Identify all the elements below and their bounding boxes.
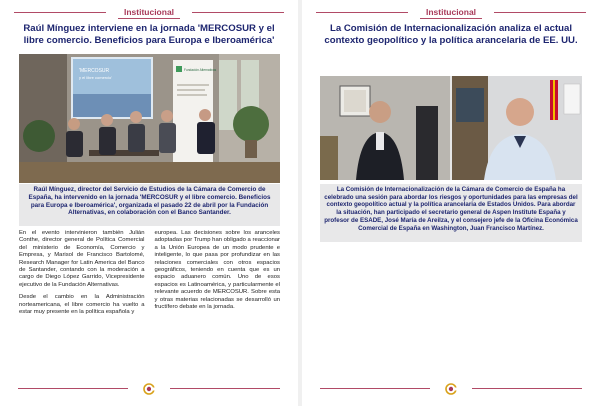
photo-caption: La Comisión de Internacionalización de la Cámara de Comercio de España ha celebrado una sesión para abordar los riesgos y oportunidades para las empresas del contexto geopolítico actual y la política arancelaria de Estados Unidos. Para abordar la situación, han participado el secretario general de Aspen Institute España y profesor de ESADE, José María de Areilza, y el consejero jefe de la Oficina Económica Comercial de España en Washington, Juan Francisco Martínez.: [320, 184, 582, 242]
section-label: Institucional: [123, 7, 175, 17]
body-paragraph: En el evento intervinieron también Julián Conthe, director general de Política Comercial del ministerio de Economía, Comercio y Empresa, y Marisol de Francisco Bartolomé, Research Manager for Latin America del Banco de Santander, contando con la moderación a cargo de Diego López Garrido, Vicepresidente ejecutivo de la Fundación Alternativas.: [19, 230, 145, 288]
page-footer: [316, 383, 586, 395]
body-paragraph: europea. Las decisiones sobre los aranceles adoptadas por Trump han obligado a reaccionar a la Unión Europea de un modo prudente e inteligente, lo que pasa por profundizar en las relaciones comerciales con otros espacios geográficos, teniendo en cuenta que es un espacio aduanero común. Uno de esos espacios es Latinoamérica, y particularmente el relevante acuerdo de MERCOSUR. Sobre esta y otras materias relacionadas se desarrolló un fructífero debate en la jornada.: [154, 230, 280, 311]
left-page: [0, 0, 298, 406]
banner-brand: Fundación Alternativas: [184, 68, 217, 72]
video-call-illustration: [320, 76, 582, 180]
body-column-2: [155, 230, 281, 321]
camara-logo-icon: [445, 383, 457, 395]
page-footer: [14, 383, 284, 395]
event-photo-illustration: [19, 54, 280, 183]
section-header: [14, 5, 284, 19]
article-title: La Comisión de Internacionalización analiza el actual contexto geopolítico y la política arancelaria de EE. UU.: [324, 23, 578, 46]
article-body: [19, 230, 280, 321]
event-photo: [19, 54, 280, 183]
video-call-photo: [320, 76, 582, 180]
article-title: Raúl Mínguez interviene en la jornada 'MERCOSUR y el libre comercio. Beneficios para Europa e Iberoamérica': [23, 23, 275, 46]
screen-title-line1: 'MERCOSUR: [79, 68, 110, 74]
section-label: Institucional: [425, 7, 477, 17]
body-column-1: [19, 230, 145, 321]
body-paragraph: Desde el cambio en la Administración norteamericana, el libre comercio ha vuelto a estar muy presente en la política española y: [19, 294, 145, 316]
photo-caption: Raúl Mínguez, director del Servicio de Estudios de la Cámara de Comercio de España, ha intervenido en la jornada 'MERCOSUR y el libre comercio. Beneficios para Europa e Iberoamérica', organizada el pasado 22 de abril por la Fundación Alternativas, en colaboración con el Banco Santander.: [19, 184, 280, 226]
section-header: [316, 5, 586, 19]
camara-logo-icon: [143, 383, 155, 395]
screen-title-line2: y el libre comercio': [79, 75, 112, 80]
right-page: [302, 0, 600, 406]
